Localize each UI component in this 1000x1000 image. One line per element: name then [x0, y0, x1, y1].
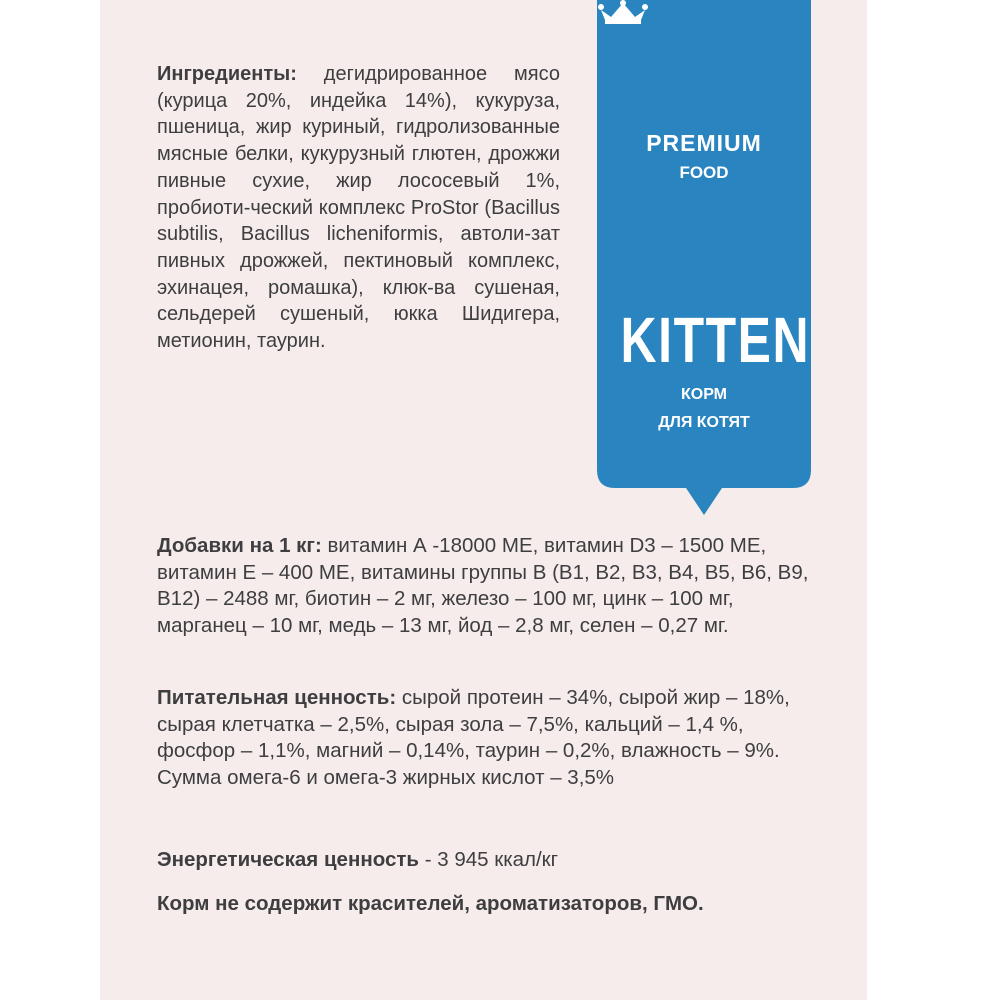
nutrition-text: сырой протеин – 34%, сырой жир – 18%, сырая клетчатка – 2,5%, сырая зола – 7,5%, кальций – 1,4 %, фосфор – 1,1%, магний – 0,14%, таурин – 0,2%, влажность – 9%. Сумма омега-6 и омега-3 жирных кислот – 3,5% [157, 686, 790, 790]
additives-label: Добавки на 1 кг: [157, 534, 322, 557]
energy-block [157, 847, 825, 874]
premium-label: PREMIUM [646, 130, 762, 156]
product-subtitle-1: КОРМ [681, 386, 727, 403]
food-label: FOOD [679, 163, 729, 182]
product-subtitle-2: ДЛЯ КОТЯТ [658, 414, 750, 431]
crown-icon [597, 0, 649, 24]
additives-block [157, 533, 825, 640]
brand-banner [597, 0, 811, 515]
ingredients-text: дегидрированное мясо (курица 20%, индейка 14%), кукуруза, пшеница, жир куриный, гидролизованные мясные белки, кукурузный глютен, дрожжи пивные сухие, жир лососевый 1%, пробиоти-ческий комплекс ProStor (Bacillus subtilis, Bacillus licheniformis, автоли-зат пивных дрожжей, пектиновый комплекс, эхинацея, ромашка), клюк-ва сушеная, сельдерей сушеный, юкка Шидигера, метионин, таурин. [157, 63, 560, 353]
energy-text: - 3 945 ккал/кг [424, 848, 559, 871]
product-name: KITTEN [620, 304, 811, 376]
no-additives-note: Корм не содержит красителей, ароматизаторов, ГМО. [157, 892, 704, 915]
nutrition-block [157, 685, 825, 792]
additives-text: витамин А -18000 МЕ, витамин D3 – 1500 МЕ, витамин Е – 400 МЕ, витамины группы В (В1, В2, В3, В4, В5, В6, В9, В12) – 2488 мг, биотин – 2 мг, железо – 100 мг, цинк – 100 мг, марганец – 10 мг, медь – 13 мг, йод – 2,8 мг, селен – 0,27 мг. [157, 534, 809, 638]
ingredients-block [157, 61, 560, 355]
ingredients-label: Ингредиенты: [157, 63, 297, 85]
banner-shape [597, 0, 811, 515]
energy-label: Энергетическая ценность [157, 848, 420, 871]
nutrition-label: Питательная ценность: [157, 686, 397, 709]
